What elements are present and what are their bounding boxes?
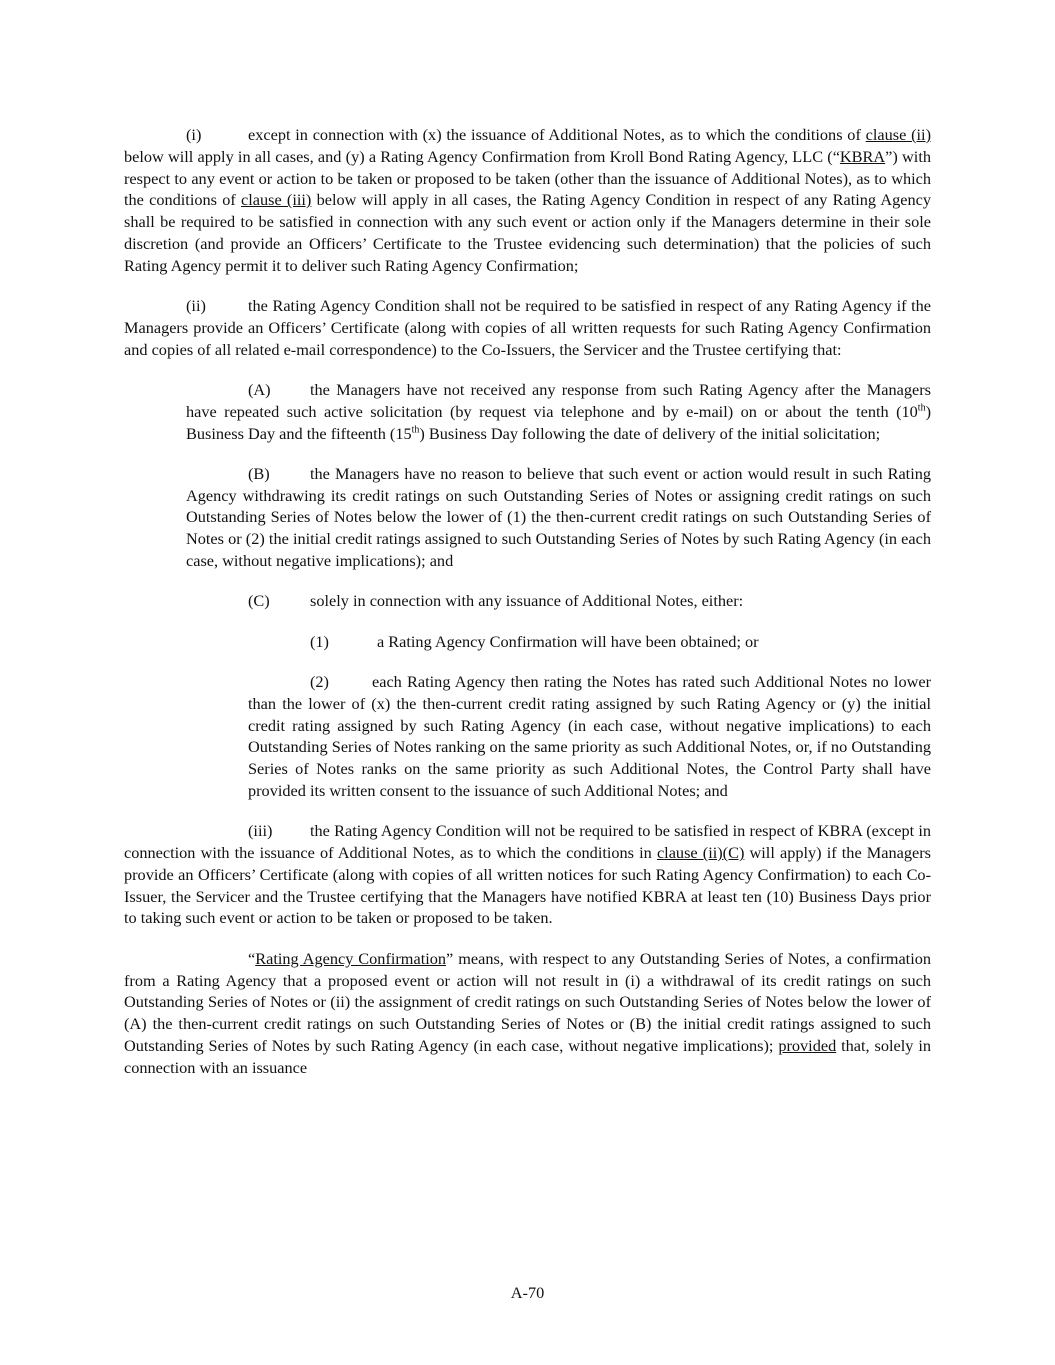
cross-reference: clause (iii)	[241, 190, 312, 210]
clause-ii: (ii) the Rating Agency Condition shall not be required to be satisfied in respect of any Rating Agency if the Managers provide an Officers’ Certificate (along with copies of all written requests for such Rating Agency Confirmation and copies of all related e-mail correspondence) to the Co-Issuers, the Servicer and the Trustee certifying that:	[124, 296, 931, 359]
clause-number: (C)	[248, 591, 270, 611]
clause-number: (ii)	[186, 296, 206, 316]
page-number: A-70	[510, 1283, 545, 1302]
clause-number: (iii)	[248, 821, 273, 841]
clause-number: (1)	[310, 631, 329, 651]
clause-number: (A)	[248, 379, 271, 399]
defined-term: KBRA	[839, 146, 886, 166]
definition-rating-agency-confirmation: “Rating Agency Confirmation” means, with respect to any Outstanding Series of Notes, a confirmation from a Rating Agency that a proposed event or action will not result in (i) a withdrawal of its credit ratings on such Outstanding Series of Notes or (ii) the assignment of credit ratings on such Outstanding Series of Notes below the lower of (A) the then-current credit ratings on such Outstanding Series of Notes or (B) the initial credit ratings assigned to such Outstanding Series of Notes by such Rating Agency (in each case, without negative implications); provided that, solely in connection with an issuance	[124, 948, 932, 1077]
defined-term: Rating Agency Confirmation	[255, 948, 447, 968]
clause-iii: (iii) the Rating Agency Condition will not be required to be satisfied in respect of KBRA (except in connection with the issuance of Additional Notes, as to which the conditions in clause (ii)(C) will apply) if the Managers provide an Officers’ Certificate (along with copies of all written notices for such Rating Agency Confirmation) to each Co-Issuer, the Servicer and the Trustee certifying that the Managers have notified KBRA at least ten (10) Business Days prior to taking such event or action to be taken or proposed to be taken.	[124, 821, 932, 928]
clause-i: (i) except in connection with (x) the issuance of Additional Notes, as to which the conditions of clause (ii) below will apply in all cases, and (y) a Rating Agency Confirmation from Kroll Bond Rating Agency, LLC (“KBRA”) with respect to any event or action to be taken or proposed to be taken (other than the issuance of Additional Notes), as to which the conditions of clause (iii) below will apply in all cases, the Rating Agency Condition in respect of any Rating Agency shall be required to be satisfied in connection with any such event or action only if the Managers determine in their sole discretion (and provide an Officers’ Certificate to the Trustee evidencing such determination) that the policies of such Rating Agency permit it to deliver such Rating Agency Confirmation;	[124, 125, 932, 275]
provided-keyword: provided	[778, 1035, 837, 1055]
clause-number: (B)	[248, 463, 270, 483]
clause-C: (C) solely in connection with any issuance of Additional Notes, either:	[248, 591, 744, 611]
clause-A: (A) the Managers have not received any response from such Rating Agency after the Managers have repeated such active solicitation (by request via telephone and by e-mail) on or about the tenth (10th) Business Day and the fifteenth (15th) Business Day following the date of delivery of the initial solicitation;	[186, 379, 931, 443]
document-body	[124, 124, 931, 1097]
cross-reference: clause (ii)(C)	[656, 843, 745, 863]
clause-number: (i)	[186, 125, 202, 144]
clause-number: (2)	[310, 671, 329, 691]
cross-reference: clause (ii)	[865, 125, 932, 144]
clause-1: (1) a Rating Agency Confirmation will have been obtained; or	[310, 631, 759, 651]
clause-2: (2) each Rating Agency then rating the Notes has rated such Additional Notes no lower than the lower of (x) the then-current credit rating assigned by such Rating Agency or (y) the initial credit rating assigned by such Rating Agency (in each case, without negative implications) to each Outstanding Series of Notes ranking on the same priority as such Additional Notes, or, if no Outstanding Series of Notes ranks on the same priority as such Additional Notes, the Control Party shall have provided its written consent to the issuance of such Additional Notes; and	[248, 671, 931, 800]
clause-B: (B) the Managers have no reason to believe that such event or action would result in such Rating Agency withdrawing its credit ratings on such Outstanding Series of Notes or assigning credit ratings on such Outstanding Series of Notes below the lower of (1) the then-current credit ratings on such Outstanding Series of Notes or (2) the initial credit ratings assigned to such Outstanding Series of Notes by such Rating Agency (in each case, without negative implications); and	[186, 463, 931, 571]
